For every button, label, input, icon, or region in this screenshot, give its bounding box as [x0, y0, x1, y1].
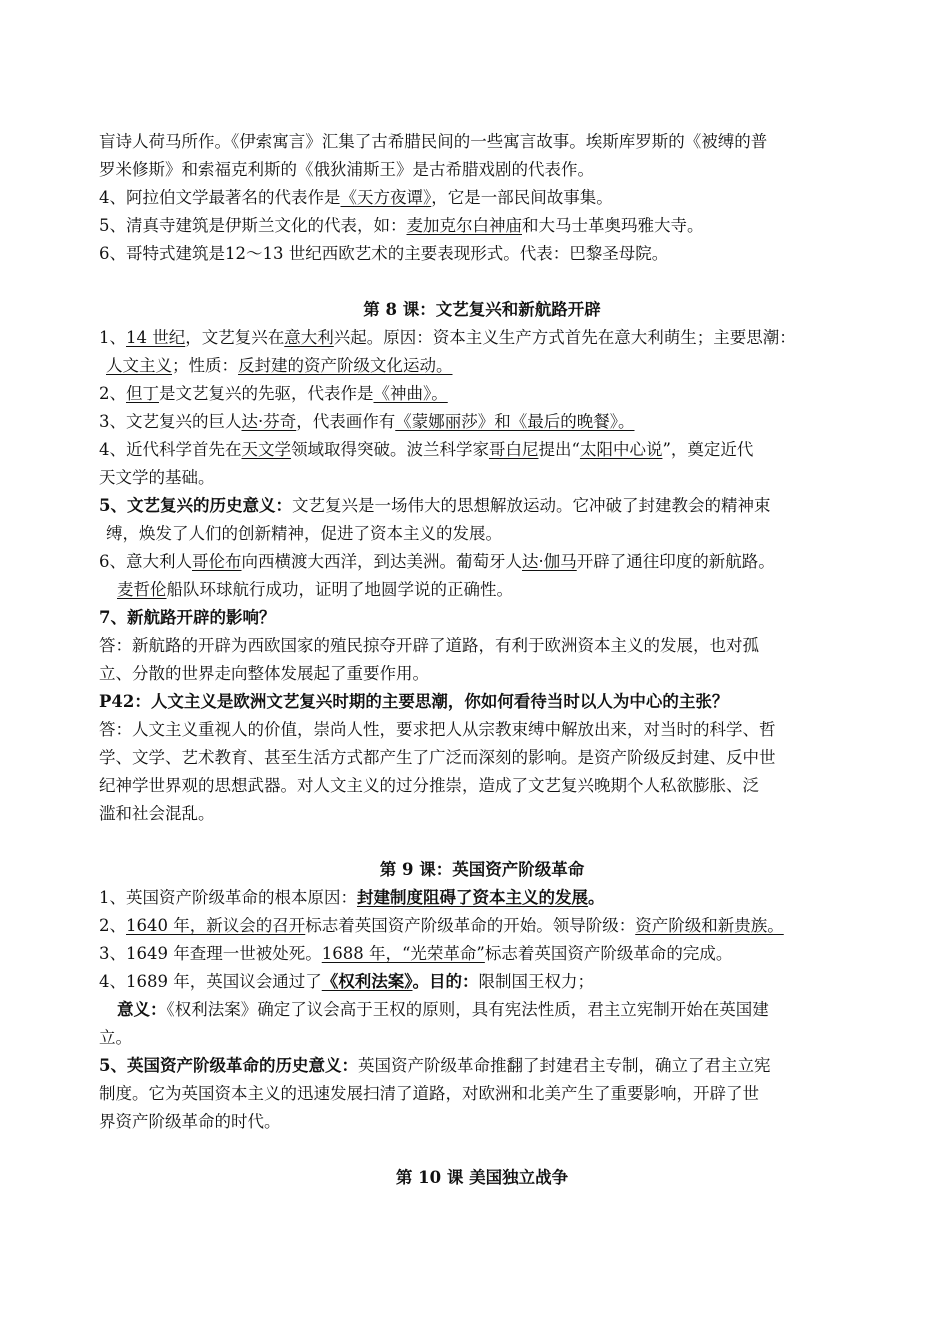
- lesson-9-item-4-cont: [99, 1024, 865, 1052]
- text: 3、1649 年查理一世被处死。: [99, 944, 322, 963]
- bold-label: 5、文艺复兴的历史意义：: [99, 496, 292, 515]
- lesson-9-item-4-significance: [99, 996, 865, 1024]
- underlined-term: 《神曲》。: [373, 384, 448, 403]
- text: 5、清真寺建筑是伊斯兰文化的代表，如：: [99, 216, 407, 235]
- answer-line: 滥和社会混乱。: [99, 804, 215, 823]
- underlined-term: 太阳中心说: [579, 440, 663, 459]
- underlined-term: 达·芬奇: [241, 412, 297, 431]
- bold-label: 意义：: [117, 1000, 167, 1019]
- lesson-8-item-6: [99, 548, 865, 576]
- lesson-8-item-2: [99, 380, 865, 408]
- lesson-8-item-3: [99, 408, 865, 436]
- text: 立。: [99, 1028, 132, 1047]
- text: ，代表画作有: [296, 412, 396, 431]
- text: 4、1689 年，英国议会通过了: [99, 972, 322, 991]
- lesson-9-title: 第 9 课：英国资产阶级革命: [379, 860, 585, 879]
- text: 领域取得突破。波兰科学家: [291, 440, 489, 459]
- text: 盲诗人荷马所作。《伊索寓言》汇集了古希腊民间的一些寓言故事。埃斯库罗斯的《被缚的普: [99, 132, 768, 151]
- lesson-9-item-5-cont: 制度。它为英国资本主义的迅速发展扫清了道路，对欧洲和北美产生了重要影响，开辟了世: [99, 1084, 759, 1103]
- paragraph-line: [99, 156, 865, 184]
- text: 。: [588, 888, 605, 907]
- text: 向西横渡大西洋，到达美洲。葡萄牙人: [241, 552, 522, 571]
- item-4: [99, 184, 865, 212]
- lesson-9-item-1: [99, 884, 865, 912]
- underlined-term: 麦加克尔白神庙: [406, 216, 522, 235]
- text: 和大马士革奥玛雅大寺。: [522, 216, 704, 235]
- text: ，它是一部民间故事集。: [431, 188, 613, 207]
- lesson-9-item-4: [99, 968, 865, 996]
- answer-line: 立、分散的世界走向整体发展起了重要作用。: [99, 664, 429, 683]
- text: 罗米修斯》和索福克利斯的《俄狄浦斯王》是古希腊戏剧的代表作。: [99, 160, 594, 179]
- underlined-term: 《蒙娜丽莎》和《最后的晚餐》。: [395, 412, 635, 431]
- text: 1、: [99, 328, 126, 347]
- text: 开辟了通往印度的新航路。: [576, 552, 775, 571]
- underlined-term: 达·伽马: [522, 552, 577, 571]
- text: 是文艺复兴的先驱，代表作是: [159, 384, 374, 403]
- underlined-term: 意大利: [284, 328, 334, 347]
- lesson-8-item-6-cont: [99, 576, 865, 604]
- underlined-term: 天文学: [241, 440, 291, 459]
- text: ；性质：: [172, 356, 238, 375]
- lesson-9-item-5: [99, 1052, 865, 1080]
- text: 文艺复兴是一场伟大的思想解放运动。它冲破了封建教会的精神束: [291, 496, 771, 515]
- text: 3、文艺复兴的巨人: [99, 412, 242, 431]
- lesson-8-question-7: 7、新航路开辟的影响？: [99, 608, 276, 627]
- lesson-9-item-3: [99, 940, 865, 968]
- text: 6、哥特式建筑是12～13 世纪西欧艺术的主要表现形式。代表：巴黎圣母院。: [99, 244, 669, 263]
- lesson-9-item-2: [99, 912, 865, 940]
- text: 《权利法案》确定了议会高于王权的原则，具有宪法性质，君主立宪制开始在英国建: [166, 1000, 769, 1019]
- text: 英国资产阶级革命推翻了封建君主专制，确立了君主立宪: [357, 1056, 771, 1075]
- lesson-8-item-1-cont: [99, 352, 865, 380]
- text: 提出“: [538, 440, 580, 459]
- text: 4、阿拉伯文学最著名的代表作是: [99, 188, 341, 207]
- lesson-9-item-5-cont: 界资产阶级革命的时代。: [99, 1112, 281, 1131]
- underlined-term: 资产阶级和新贵族。: [635, 916, 784, 935]
- lesson-8-item-4: [99, 436, 865, 464]
- lesson-8-title: 第 8 课：文艺复兴和新航路开辟: [363, 300, 601, 319]
- document-page: [99, 128, 865, 1192]
- text: ”，奠定近代: [662, 440, 754, 459]
- bold-label: 5、英国资产阶级革命的历史意义：: [99, 1056, 358, 1075]
- underlined-term: 《权利法案》: [321, 972, 413, 991]
- underlined-term: 反封建的资产阶级文化运动。: [238, 356, 453, 375]
- paragraph-line: [99, 128, 865, 156]
- text: 天文学的基础。: [99, 468, 215, 487]
- text: 2、: [99, 384, 126, 403]
- text: 1、英国资产阶级革命的根本原因：: [99, 888, 357, 907]
- text: 标志着英国资产阶级革命的完成。: [484, 944, 733, 963]
- underlined-term: 人文主义: [106, 356, 172, 375]
- text: 2、: [99, 916, 126, 935]
- lesson-8-item-5-cont: [99, 520, 865, 548]
- underlined-term: 麦哲伦: [117, 580, 167, 599]
- lesson-10-title: 第 10 课 美国独立战争: [395, 1168, 569, 1187]
- answer-line: 答：新航路的开辟为西欧国家的殖民掠夺开辟了道路，有利于欧洲资本主义的发展，也对孤: [99, 636, 759, 655]
- lesson-8-item-5: [99, 492, 865, 520]
- underlined-term: 但丁: [126, 384, 159, 403]
- text: 兴起。原因：资本主义生产方式首先在意大利萌生；主要思潮：: [333, 328, 796, 347]
- underlined-term: 1688 年，“光荣革命”: [321, 944, 485, 963]
- underlined-term: 14 世纪: [126, 328, 186, 347]
- lesson-8-question-p42: P42：人文主义是欧洲文艺复兴时期的主要思潮，你如何看待当时以人为中心的主张？: [99, 692, 729, 711]
- answer-line: 答：人文主义重视人的价值，崇尚人性，要求把人从宗教束缚中解放出来，对当时的科学、哲: [99, 720, 776, 739]
- underlined-term: 1640 年，新议会的召开: [126, 916, 306, 935]
- text: 4、近代科学首先在: [99, 440, 242, 459]
- text: 缚，焕发了人们的创新精神，促进了资本主义的发展。: [106, 524, 502, 543]
- underlined-term: 封建制度阻碍了资本主义的发展: [357, 888, 588, 907]
- item-6: [99, 240, 865, 268]
- lesson-8-item-1: [99, 324, 865, 352]
- underlined-term: 哥伦布: [192, 552, 242, 571]
- text: 6、意大利人: [99, 552, 192, 571]
- answer-line: 学、文学、艺术教育、甚至生活方式都产生了广泛而深刻的影响。是资产阶级反封建、反中世: [99, 748, 776, 767]
- bold-label: 。目的：: [412, 972, 479, 991]
- text: 船队环球航行成功，证明了地圆学说的正确性。: [166, 580, 513, 599]
- underlined-term: 哥白尼: [489, 440, 539, 459]
- text: 限制国王权力；: [478, 972, 594, 991]
- text: ，文艺复兴在: [185, 328, 285, 347]
- item-5: [99, 212, 865, 240]
- text: 标志着英国资产阶级革命的开始。领导阶级：: [305, 916, 636, 935]
- answer-line: 纪神学世界观的思想武器。对人文主义的过分推崇，造成了文艺复兴晚期个人私欲膨胀、泛: [99, 776, 759, 795]
- lesson-8-item-4-cont: [99, 464, 865, 492]
- underlined-term: 《天方夜谭》: [340, 188, 432, 207]
